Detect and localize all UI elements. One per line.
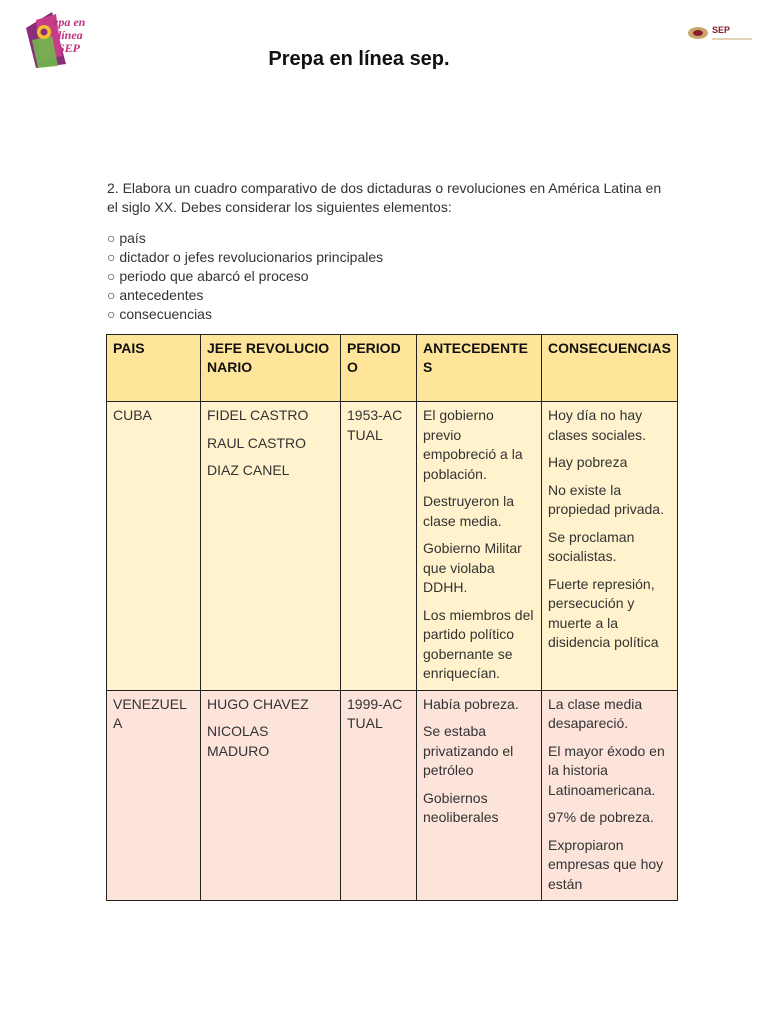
header-periodo: PERIODO	[341, 335, 417, 402]
consecuencia-text: Hay pobreza	[548, 454, 628, 470]
header-jefe: JEFE REVOLUCIONARIO	[201, 335, 341, 402]
cell-jefes	[201, 690, 341, 901]
periodo-text: 1999-ACTUAL	[347, 695, 403, 731]
jefe-text: FIDEL CASTRO	[207, 407, 309, 423]
pais-text: CUBA	[113, 407, 152, 423]
cell-consecuencias	[542, 402, 678, 691]
header-antecedentes: ANTECEDENTES	[417, 335, 542, 402]
consecuencia-text: La clase media desapareció.	[548, 695, 643, 731]
antecedente-text: Los miembros del partido político gobernante se enriquecían.	[423, 606, 534, 681]
antecedente-text: Había pobreza.	[423, 695, 519, 712]
logo-text-line3: SEP	[58, 41, 81, 55]
consecuencia-text: No existe la propiedad privada.	[548, 481, 664, 517]
consecuencia-text: Expropiaron empresas que hoy están	[548, 836, 664, 892]
list-item: ○ antecedentes	[107, 287, 204, 303]
cell-periodo	[341, 690, 417, 901]
consecuencia-text: Fuerte represión, persecución y muerte a la disidencia política	[548, 575, 659, 650]
cell-periodo	[341, 402, 417, 691]
page-title: Prepa en línea sep.	[268, 48, 450, 70]
cell-consecuencias	[542, 690, 678, 901]
list-item: ○ periodo que abarcó el proceso	[107, 268, 309, 284]
logo-text-line2: línea	[58, 28, 83, 42]
cell-jefes	[201, 402, 341, 691]
cell-antecedentes	[417, 402, 542, 691]
list-item: ○ consecuencias	[107, 306, 212, 322]
table-row	[107, 402, 678, 691]
consecuencia-text: Se proclaman socialistas.	[548, 528, 635, 564]
consecuencia-text: El mayor éxodo en la historia Latinoamericana.	[548, 742, 665, 798]
list-item: ○ país	[107, 230, 146, 246]
pais-text: VENEZUELA	[113, 695, 187, 731]
periodo-text: 1953-ACTUAL	[347, 407, 403, 443]
jefe-text: RAUL CASTRO	[207, 434, 307, 451]
elements-list	[107, 229, 667, 324]
jefe-text: NICOLAS MADURO	[207, 723, 270, 759]
cell-pais	[107, 690, 201, 901]
antecedente-text: El gobierno previo empobreció a la población.	[423, 407, 523, 482]
table-row	[107, 690, 678, 901]
logo-text-line1: epa en	[53, 15, 86, 29]
header-pais: PAIS	[107, 335, 201, 402]
antecedente-text: Destruyeron la clase media.	[423, 493, 515, 529]
antecedente-text: Se estaba privatizando el petróleo	[423, 723, 514, 778]
jefe-text: DIAZ CANEL	[207, 462, 290, 478]
consecuencia-text: Hoy día no hay clases sociales.	[548, 407, 647, 443]
antecedente-text: Gobierno Militar que violaba DDHH.	[423, 540, 522, 595]
cell-antecedentes	[417, 690, 542, 901]
cell-pais	[107, 402, 201, 691]
instructions-text: 2. Elabora un cuadro comparativo de dos dictaduras o revoluciones en América Latina en el siglo XX. Debes considerar los siguientes elementos:	[107, 180, 662, 215]
table-header-row	[107, 335, 678, 402]
sep-logo-text: SEP	[712, 25, 731, 35]
header-consecuencias: CONSECUENCIAS	[542, 335, 678, 402]
comparison-table	[106, 334, 678, 901]
jefe-text: HUGO CHAVEZ	[207, 695, 309, 712]
list-item: ○ dictador o jefes revolucionarios principales	[107, 249, 384, 265]
consecuencia-text: 97% de pobreza.	[548, 809, 654, 825]
antecedente-text: Gobiernos neoliberales	[423, 789, 499, 825]
